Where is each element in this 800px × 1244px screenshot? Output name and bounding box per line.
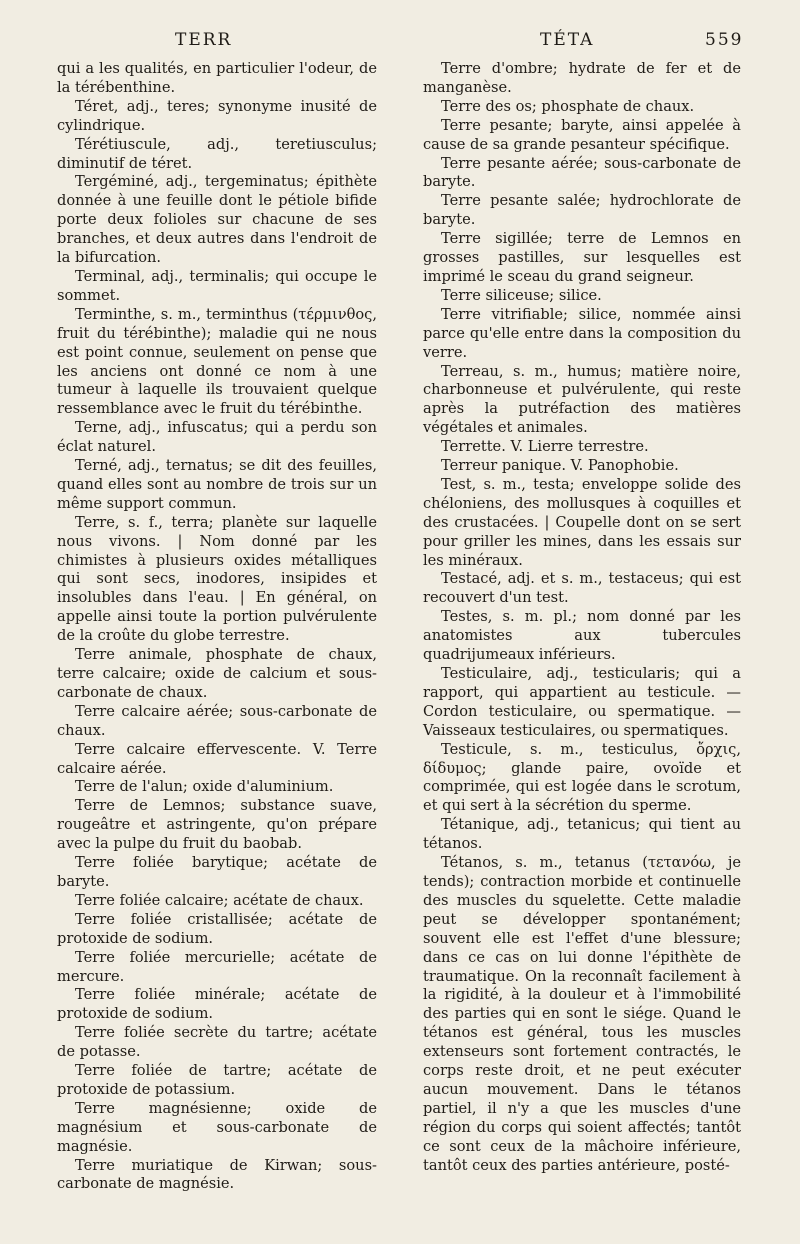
header-left-word: TERR	[175, 30, 233, 50]
entry-terre-pesante: Terre pesante; baryte, ainsi appelée à cause de sa grande pesanteur spécifique.	[423, 116, 741, 153]
entry-terre-foliee-minerale: Terre foliée minérale; acétate de protoxide de sodium.	[57, 986, 377, 1023]
entry-terre-foliee-cristallisee: Terre foliée cristallisée; acétate de protoxide de sodium.	[57, 910, 377, 947]
entry-terre-alun: Terre de l'alun; oxide d'aluminium.	[75, 778, 334, 796]
entry-terre-foliee-secrete: Terre foliée secrète du tartre; acétate de potasse.	[57, 1024, 377, 1061]
entry-ternee: Terné, adj., ternatus; se dit des feuilles, quand elles sont au nombre de trois sur un même support commun.	[57, 457, 377, 512]
right-column	[423, 60, 741, 1175]
header-right-word: TÉTA	[540, 30, 595, 50]
entry-terre-foliee-mercurielle: Terre foliée mercurielle; acétate de mercure.	[57, 948, 377, 985]
entry-terreau: Terreau, s. m., humus; matière noire, charbonneuse et pulvérulente, qui reste après la putréfaction des matières végétales et animales.	[423, 362, 741, 437]
entry-terrette: Terrette. V. Lierre terrestre.	[441, 438, 649, 456]
entry-terre-ombre: Terre d'ombre; hydrate de fer et de manganèse.	[423, 60, 741, 96]
entry-terre-lemnos: Terre de Lemnos; substance suave, rougeâtre et astringente, qu'on prépare avec la pulpe du fruit du baobab.	[57, 797, 377, 853]
entry-tetanique: Tétanique, adj., tetanicus; qui tient au tétanos.	[423, 816, 741, 853]
entry-testes: Testes, s. m. pl.; nom donné par les anatomistes aux tubercules quadrijumeaux inférieurs.	[423, 608, 741, 664]
entry-terre-foliee-tartre: Terre foliée de tartre; acétate de protoxide de potassium.	[57, 1062, 377, 1098]
entry-terre-os: Terre des os; phosphate de chaux.	[441, 97, 695, 115]
entry-test: Test, s. m., testa; enveloppe solide des chéloniens, des mollusques à coquilles et des crustacées. | Coupelle dont on se sert pour griller les mines, dans les essais sur les minéraux.	[423, 475, 741, 569]
entry-tetanos: Tétanos, s. m., tetanus (τετανόω, je tends); contraction morbide et continuelle des muscles du squelette. Cette maladie peut se développer spontanément; souvent elle est l'effet d'une blessure; dans ce cas on lui donne l'épithète de traumatique. On la reconnaît facilement à la rigidité, à la douleur et à l'immobilité des parties qui en sont le siége. Quand le tétanos est général, tous les muscles extenseurs sont fortement contractés, le corps reste droit, et ne peut exécuter aucun mouvement. Dans le tétanos partiel, il n'y a que les muscles d'une région du corps qui soient affectés; tantôt ce sont ceux de la mâchoire inférieure, tantôt ceux des parties antérieure, posté-	[423, 854, 741, 1174]
entry-testiculaire: Testiculaire, adj., testicularis; qui a rapport, qui appartient au testicule. — Cordon testiculaire, ou spermatique. — Vaisseaux testiculaires, ou spermatiques.	[423, 665, 741, 739]
entry-terminal: Terminal, adj., terminalis; qui occupe le sommet.	[57, 267, 377, 304]
entry-continuation: qui a les qualités, en particulier l'odeur, de la térébenthine.	[57, 60, 377, 96]
entry-terre-foliee-barytique: Terre foliée barytique; acétate de baryte.	[57, 854, 377, 890]
entry-testace: Testacé, adj. et s. m., testaceus; qui est recouvert d'un test.	[423, 570, 741, 607]
entry-terre-pesante-aeree: Terre pesante aérée; sous-carbonate de baryte.	[423, 154, 741, 191]
page-number: 559	[705, 30, 744, 50]
entry-terre-magnesienne: Terre magnésienne; oxide de magnésium et sous-carbonate de magnésie.	[57, 1099, 377, 1155]
entry-terre-muriatique: Terre muriatique de Kirwan; sous-carbonate de magnésie.	[57, 1156, 377, 1193]
entry-terne: Terne, adj., infuscatus; qui a perdu son éclat naturel.	[57, 419, 377, 456]
running-header	[0, 30, 800, 54]
entry-terre-sigillee: Terre sigillée; terre de Lemnos en grosses pastilles, sur lesquelles est imprimé le sceau du grand seigneur.	[423, 230, 741, 285]
entry-terre-calcaire-aeree: Terre calcaire aérée; sous-carbonate de chaux.	[57, 702, 377, 739]
entry-terre-pesante-salee: Terre pesante salée; hydrochlorate de baryte.	[423, 192, 741, 229]
entry-terre-calcaire-effervescente: Terre calcaire effervescente. V. Terre calcaire aérée.	[57, 740, 377, 777]
entry-teret: Téret, adj., teres; synonyme inusité de cylindrique.	[57, 97, 377, 134]
left-column	[57, 60, 377, 1194]
entry-testicule: Testicule, s. m., testiculus, ὄρχις, δίδυμος; glande paire, ovoïde et comprimée, qui est logée dans le scrotum, et qui sert à la sécrétion du sperme.	[423, 740, 741, 815]
entry-terre-vitrifiable: Terre vitrifiable; silice, nommée ainsi parce qu'elle entre dans la composition du verre.	[423, 305, 741, 361]
entry-terreur-panique: Terreur panique. V. Panophobie.	[441, 457, 679, 475]
entry-tergemine: Tergéminé, adj., tergeminatus; épithète donnée à une feuille dont le pétiole bifide porte deux folioles sur chacune de ses branches, et deux autres dans l'endroit de la bifurcation.	[57, 173, 377, 267]
entry-terre-foliee-calcaire: Terre foliée calcaire; acétate de chaux.	[75, 891, 364, 909]
entry-terre-animale: Terre animale, phosphate de chaux, terre calcaire; oxide de calcium et sous-carbonate de chaux.	[57, 646, 377, 701]
entry-teretiuscule: Térétiuscule, adj., teretiusculus; diminutif de téret.	[57, 135, 377, 172]
entry-terminthe: Terminthe, s. m., terminthus (τέρμινθος, fruit du térébinthe); maladie qui ne nous est point connue, seulement on pense que les anciens ont donné ce nom à une tumeur à laquelle ils trouvaient quelque ressemblance avec le fruit du térébinthe.	[57, 305, 377, 418]
entry-terre-siliceuse: Terre siliceuse; silice.	[441, 286, 602, 304]
entry-terre: Terre, s. f., terra; planète sur laquelle nous vivons. | Nom donné par les chimistes à plusieurs oxides métalliques qui sont secs, inodores, insipides et insolubles dans l'eau. | En général, on appelle ainsi toute la portion pulvérulente de la croûte du globe terrestre.	[57, 513, 377, 645]
